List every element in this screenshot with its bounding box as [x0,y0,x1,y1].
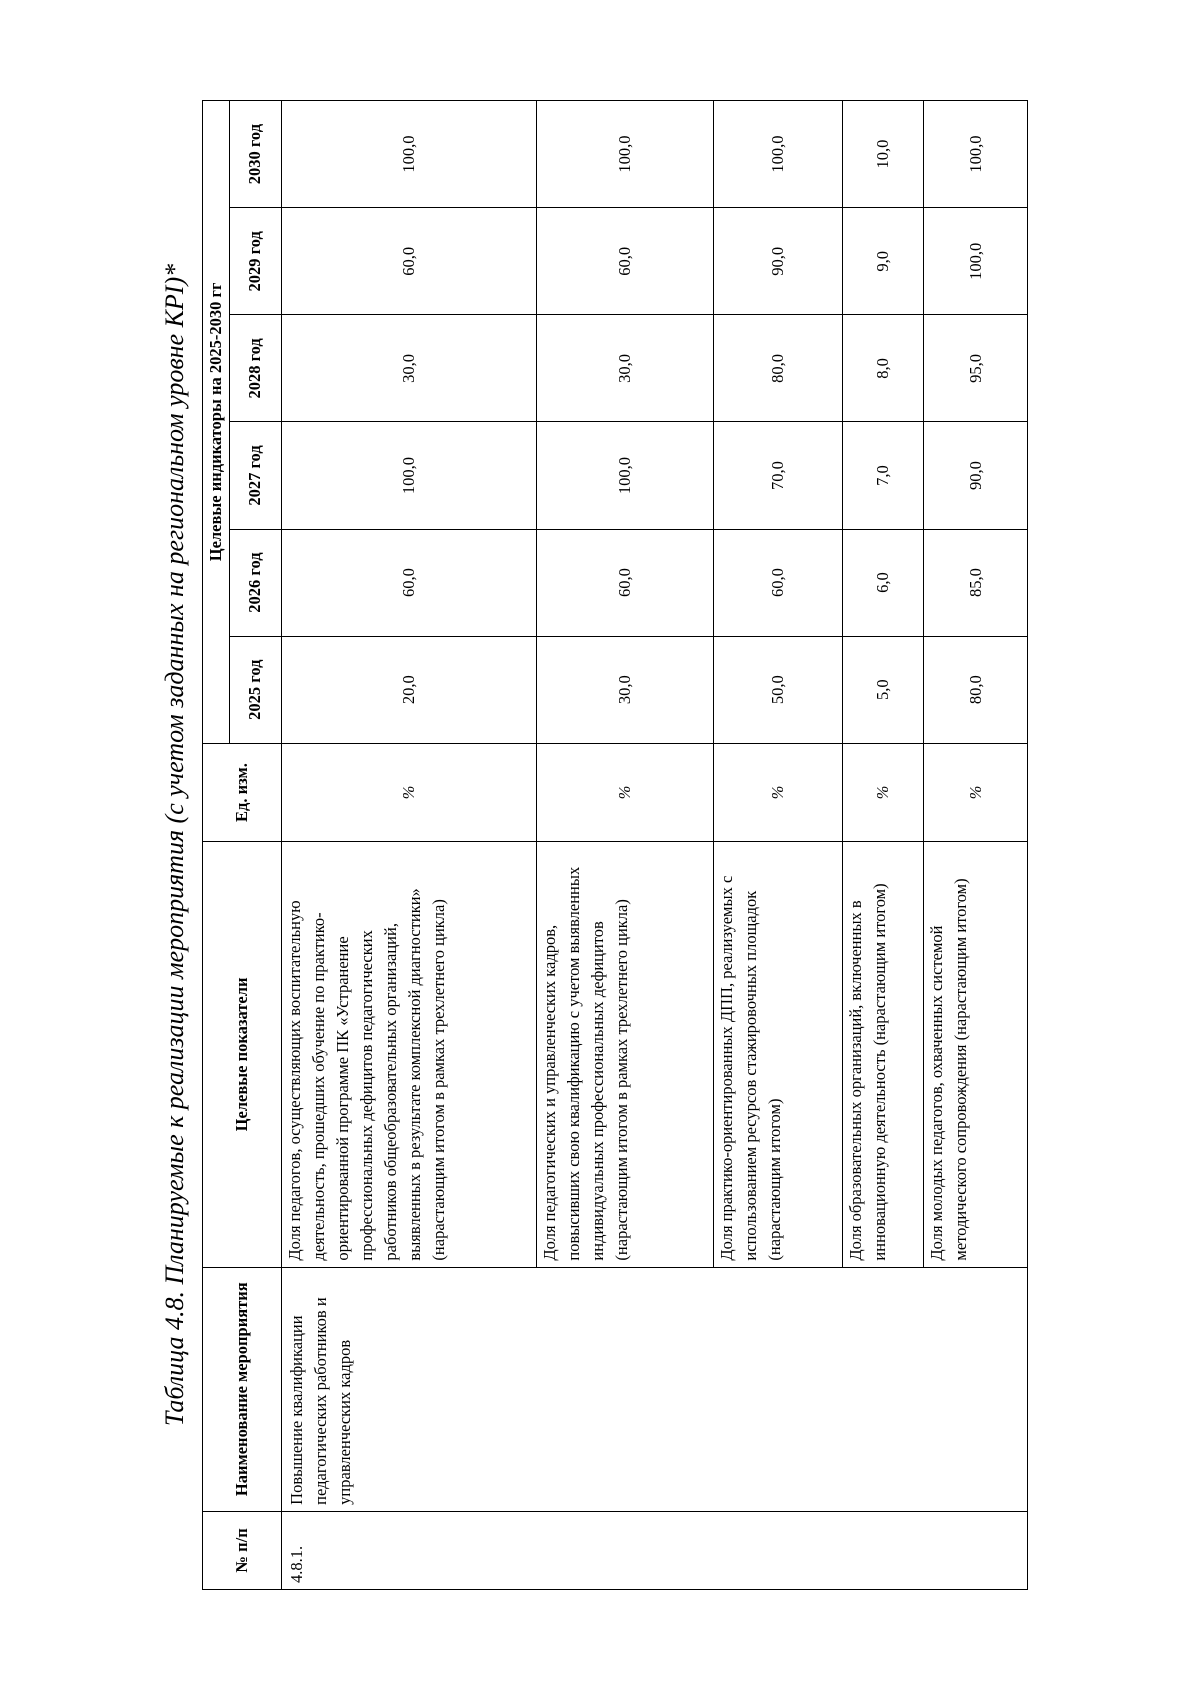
value-cell: 6,0 [843,529,924,636]
value-cell: 80,0 [924,636,1028,743]
value-cell: 10,0 [843,101,924,208]
value-cell: 80,0 [713,315,843,422]
rotated-sheet [150,100,1030,1590]
table-caption: Таблица 4.8. Планируемые к реализации мероприятия (с учетом заданных на региональном уровне KPI)* [160,263,189,1427]
header-year: 2030 год [229,101,281,208]
indicator-text: Доля педагогических и управленческих кадров, повысивших свою квалификацию с учетом выявленных индивидуальных профессиональных дефицитов (нарастающим итогом в рамках трехлетнего цикла) [537,842,713,1267]
value-cell: 100,0 [924,101,1028,208]
value-cell: 95,0 [924,315,1028,422]
event-name: Повышение квалификации педагогических работников и управленческих кадров [281,1267,1027,1511]
header-targets: Целевые индикаторы на 2025-2030 гг [203,101,230,744]
value-cell: 50,0 [713,636,843,743]
value-cell: 30,0 [537,315,713,422]
unit-cell: % [713,743,843,842]
header-year: 2029 год [229,208,281,315]
value-cell: 100,0 [537,422,713,529]
value-cell: 60,0 [537,529,713,636]
header-year: 2028 год [229,315,281,422]
value-cell: 100,0 [924,208,1028,315]
value-cell: 100,0 [281,422,536,529]
indicator-text: Доля практико-ориентированных ДПП, реализуемых с использованием ресурсов стажировочных площадок (нарастающим итогом) [713,842,843,1267]
value-cell: 9,0 [843,208,924,315]
table-row [281,101,536,1590]
value-cell: 100,0 [281,101,536,208]
kpi-table [202,100,1028,1590]
indicator-text: Доля педагогов, осуществляющих воспитательную деятельность, прошедших обучение по практико-ориентированной программе ПК «Устранение профессиональных дефицитов педагогических работников общеобразовательных организаций, выявленных в результате комплексной диагностики» (нарастающим итогом в рамках трехлетнего цикла) [281,842,536,1267]
header-num: № п/п [203,1511,282,1589]
value-cell: 8,0 [843,315,924,422]
header-unit: Ед. изм. [203,743,282,842]
value-cell: 60,0 [281,529,536,636]
value-cell: 5,0 [843,636,924,743]
unit-cell: % [843,743,924,842]
unit-cell: % [924,743,1028,842]
header-indicators: Целевые показатели [203,842,282,1267]
value-cell: 20,0 [281,636,536,743]
indicator-text: Доля молодых педагогов, охваченных системой методического сопровождения (нарастающим итогом) [924,842,1028,1267]
unit-cell: % [537,743,713,842]
value-cell: 90,0 [713,208,843,315]
header-row-top [203,101,230,1590]
value-cell: 60,0 [713,529,843,636]
indicator-text: Доля образовательных организаций, включенных в инновационную деятельность (нарастающим итогом) [843,842,924,1267]
value-cell: 30,0 [537,636,713,743]
header-year: 2026 год [229,529,281,636]
unit-cell: % [281,743,536,842]
value-cell: 7,0 [843,422,924,529]
value-cell: 100,0 [713,101,843,208]
event-number: 4.8.1. [281,1511,1027,1589]
header-year: 2027 год [229,422,281,529]
value-cell: 85,0 [924,529,1028,636]
value-cell: 60,0 [537,208,713,315]
value-cell: 70,0 [713,422,843,529]
value-cell: 100,0 [537,101,713,208]
value-cell: 30,0 [281,315,536,422]
header-year: 2025 год [229,636,281,743]
value-cell: 90,0 [924,422,1028,529]
value-cell: 60,0 [281,208,536,315]
header-event: Наименование мероприятия [203,1267,282,1511]
